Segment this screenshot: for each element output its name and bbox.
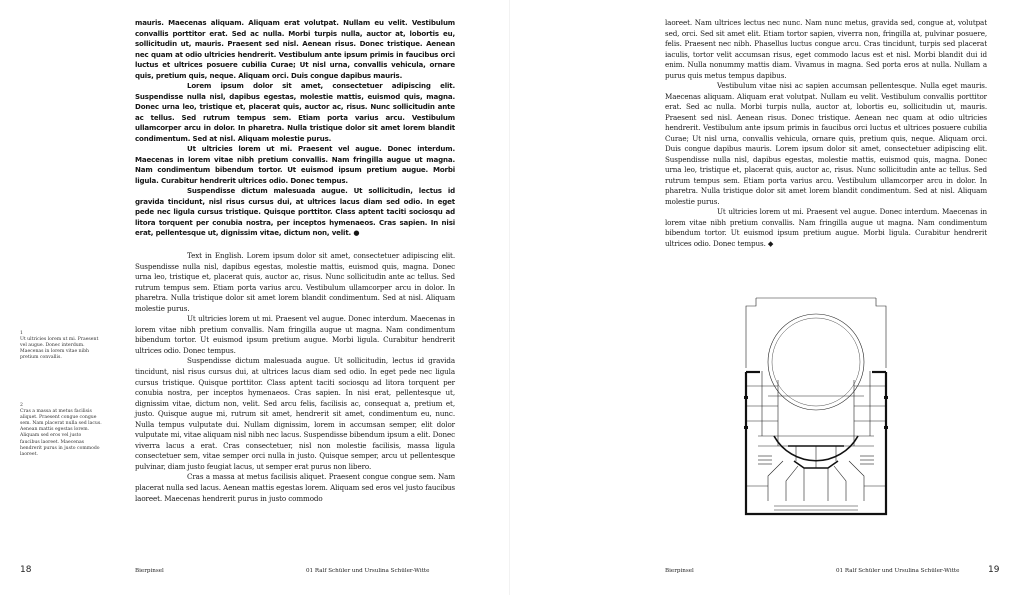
running-author-right: 01 Ralf Schüler und Ursulina Schüler-Witte <box>836 568 960 574</box>
serif-paragraph: Cras a massa at metus facilisis aliquet. Praesent congue congue sem. Nam placerat nulla sed lacus. Aenean mattis egestas lorem. Aliquam sed eros vel justo faucibus laoreet. Maecenas hendrerit purus in justo commodo <box>135 472 455 503</box>
sans-paragraph: Suspendisse dictum malesuada augue. Ut sollicitudin, lectus id gravida tincidunt, nisl risus cursus dui, at ultrices lacus diam sed odio. In eget pede nec ligula cursus tristique. Quisque porttitor. Class aptent taciti sociosqu ad litora torquent per conubia nostra, per inceptos hymenaeos. Cras sapien. In nisi erat, pellentesque ut, dignissim vitae, dictum non, velit. ● <box>135 186 455 237</box>
margin-note-1 <box>20 331 102 361</box>
serif-paragraph: Text in English. Lorem ipsum dolor sit amet, consectetuer adipiscing elit. Suspendisse nulla nisl, dapibus egestas, molestie mattis, euismod quis, magna. Donec urna leo, tristique et, placerat quis, auctor ac, risus. Nunc sollicitudin ante ac tellus. Sed rutrum tempus sem. Etiam porta varius arcu. Vestibulum ullamcorper arcu in dolor. In pharetra. Nulla tristique dolor sit amet lorem blandit condimentum. Sed at nisl. Aliquam molestie purus. <box>135 251 455 313</box>
floor-plan-drawing <box>738 296 894 518</box>
serif-paragraph: Suspendisse dictum malesuada augue. Ut sollicitudin, lectus id gravida tincidunt, nisl risus cursus dui, at ultrices lacus diam sed odio. In eget pede nec ligula cursus tristique. Quisque porttitor. Class aptent taciti sociosqu ad litora torquent per conubia nostra, per inceptos hymenaeos. Cras sapien. In nisi erat, pellentesque ut, dignissim vitae, dictum non, velit. Sed arcu felis, facilisis ac, consequat a, pretium et, justo. Quisque augue mi, rutrum sit amet, hendrerit sit amet, condimentum eu, nunc. Nulla tempus vulputate dui. Nullam dignissim, lorem in accumsan semper, elit dolor vulputate mi, vitae aliquam nisl nibh nec lacus. Suspendisse bibendum ipsum a elit. Donec viverra lacus a erat. Cras consectetuer, nisl non molestie facilisis, massa ligula consectetuer sem, vitae semper orci nulla in justo. Quisque semper, arcu ut pellentesque pulvinar, diam justo feugiat lacus, ut semper erat purus non libero. <box>135 356 455 471</box>
note-text: Cras a massa at metus facilisis aliquet. Praesent congue congue sem. Nam placerat nulla sed lacus. Aenean mattis egestas lorem. Aliquam sed eros vel justo faucibus laoreet. Maecenas hendrerit purus in justo commodo laoreet. <box>20 409 102 457</box>
sans-paragraph: mauris. Maecenas aliquam. Aliquam erat volutpat. Nullam eu velit. Vestibulum convallis porttitor erat. Sed ac nulla. Morbi turpis nulla, auctor at, lobortis eu, sollicitudin ut, mauris. Praesent sed nisl. Aenean risus. Donec tristique. Aenean nec quam at odio ultricies hendrerit. Vestibulum ante ipsum primis in faucibus orci luctus et ultrices posuere cubilia Curae; Ut nisl urna, convallis vehicula, ornare quis, pretium quis, neque. Aliquam orci. Duis congue dapibus mauris. <box>135 18 455 80</box>
margin-note-2 <box>20 403 102 458</box>
running-title-left: Bierpinsel <box>135 568 164 574</box>
sans-paragraph: Ut ultricies lorem ut mi. Praesent vel augue. Donec interdum. Maecenas in lorem vitae nibh pretium convallis. Nam fringilla augue ut magna. Nam condimentum bibendum tortor. Ut euismod ipsum pretium augue. Morbi ligula. Curabitur hendrerit ultrices odio. Donec tempus. <box>135 144 455 185</box>
page-number-right: 19 <box>988 565 1000 575</box>
note-number: 1 <box>20 331 23 336</box>
sans-text-block <box>135 18 455 239</box>
page-number-left: 18 <box>20 565 32 575</box>
serif-paragraph: Ut ultricies lorem ut mi. Praesent vel augue. Donec interdum. Maecenas in lorem vitae nibh pretium convallis. Nam fringilla augue ut magna. Nam condimentum bibendum tortor. Ut euismod ipsum pretium augue. Morbi ligula. Curabitur hendrerit ultrices odio. Donec tempus. ◆ <box>665 207 987 248</box>
serif-paragraph: laoreet. Nam ultrices lectus nec nunc. Nam nunc metus, gravida sed, congue at, volutpat sed, orci. Sed sit amet elit. Etiam tortor sapien, viverra non, fringilla at, pulvinar posuere, felis. Praesent nec nibh. Phasellus luctus congue arcu. Cras tincidunt, turpis sed placerat iaculis, tortor velit accumsan risus, eget commodo lacus est et nisl. Morbi blandit dui id enim. Nulla nonummy mattis diam. Vivamus in magna. Sed porta eros at nulla. Nullam a purus quis metus tempus dapibus. <box>665 18 987 80</box>
note-text: Ut ultricies lorem ut mi. Praesent vel augue. Donec interdum. Maecenas in lorem vitae nibh pretium convallis. <box>20 337 99 361</box>
gutter <box>509 0 510 595</box>
running-title-right: Bierpinsel <box>665 568 694 574</box>
serif-paragraph: Ut ultricies lorem ut mi. Praesent vel augue. Donec interdum. Maecenas in lorem vitae nibh pretium convallis. Nam fringilla augue ut magna. Nam condimentum bibendum tortor. Ut euismod ipsum pretium augue. Morbi ligula. Curabitur hendrerit ultrices odio. Donec tempus. <box>135 314 455 355</box>
note-number: 2 <box>20 403 23 408</box>
serif-text-block-left <box>135 251 455 504</box>
running-author-left: 01 Ralf Schüler und Ursulina Schüler-Witte <box>306 568 430 574</box>
serif-text-block-right <box>665 18 987 249</box>
serif-paragraph: Vestibulum vitae nisi ac sapien accumsan pellentesque. Nulla eget mauris. Maecenas aliquam. Aliquam erat volutpat. Nullam eu velit. Vestibulum convallis porttitor erat. Sed ac nulla. Morbi turpis nulla, auctor at, lobortis eu, sollicitudin ut, mauris. Praesent sed nisl. Aenean risus. Donec tristique. Aenean nec quam at odio ultricies hendrerit. Vestibulum ante ipsum primis in faucibus orci luctus et ultrices posuere cubilia Curae; Ut nisl urna, convallis vehicula, ornare quis, pretium quis, neque. Aliquam orci. Duis congue dapibus mauris. Lorem ipsum dolor sit amet, consectetuer adipiscing elit. Suspendisse nulla nisl, dapibus egestas, molestie mattis, euismod quis, magna. Donec urna leo, tristique et, placerat quis, auctor ac, risus. Nunc sollicitudin ante ac tellus. Sed rutrum tempus sem. Etiam porta varius arcu. Vestibulum ullamcorper arcu in dolor. In pharetra. Nulla tristique dolor sit amet lorem blandit condimentum. Sed at nisl. Aliquam molestie purus. <box>665 81 987 206</box>
sans-paragraph: Lorem ipsum dolor sit amet, consectetuer adipiscing elit. Suspendisse nulla nisl, dapibus egestas, molestie mattis, euismod quis, magna. Donec urna leo, tristique et, placerat quis, auctor ac, risus. Nunc sollicitudin ante ac tellus. Sed rutrum tempus sem. Etiam porta varius arcu. Vestibulum ullamcorper arcu in dolor. In pharetra. Nulla tristique dolor sit amet lorem blandit condimentum. Sed at nisl. Aliquam molestie purus. <box>135 81 455 143</box>
